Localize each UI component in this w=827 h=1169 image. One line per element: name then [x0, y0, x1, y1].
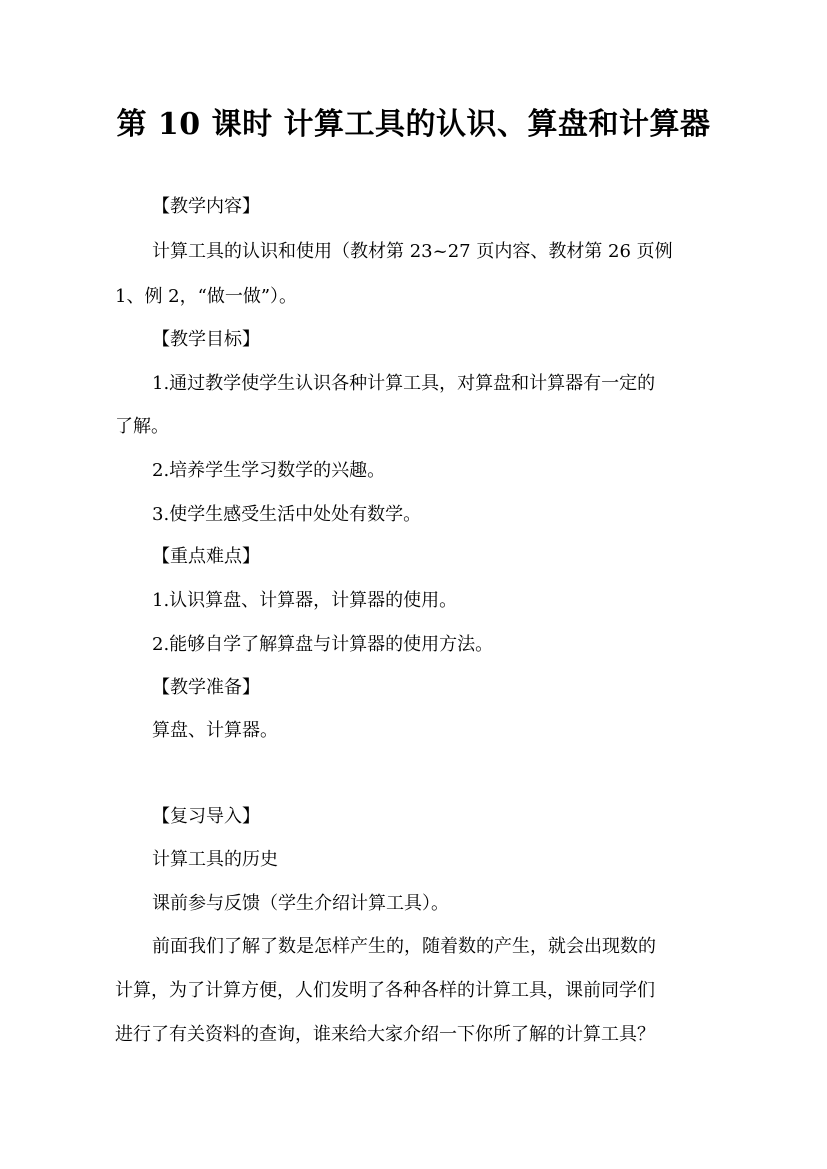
- review-line-1: 计算工具的历史: [152, 849, 278, 870]
- section-heading-review: 【复习导入】: [152, 806, 260, 827]
- goal-item-1-line-2: 了解。: [115, 416, 169, 437]
- content-line-1: 计算工具的认识和使用（教材第 23~27 页内容、教材第 26 页例: [152, 241, 673, 262]
- goal-item-2: 2.培养学生学习数学的兴趣。: [152, 460, 386, 481]
- page-title: 第 10 课时 计算工具的认识、算盘和计算器: [116, 107, 711, 142]
- key-point-item-2: 2.能够自学了解算盘与计算器的使用方法。: [152, 634, 494, 655]
- preparation-text: 算盘、计算器。: [152, 720, 278, 741]
- goal-item-1-line-1: 1.通过教学使学生认识各种计算工具，对算盘和计算器有一定的: [152, 373, 656, 394]
- section-heading-preparation: 【教学准备】: [152, 677, 260, 698]
- review-paragraph-line-2: 计算，为了计算方便，人们发明了各种各样的计算工具，课前同学们: [115, 980, 655, 1001]
- review-paragraph-line-3: 进行了有关资料的查询，谁来给大家介绍一下你所了解的计算工具？: [115, 1024, 655, 1045]
- section-heading-content: 【教学内容】: [152, 196, 260, 217]
- section-heading-goals: 【教学目标】: [152, 329, 260, 350]
- section-heading-key-points: 【重点难点】: [152, 546, 260, 567]
- review-paragraph-line-1: 前面我们了解了数是怎样产生的，随着数的产生，就会出现数的: [152, 936, 656, 957]
- goal-item-3: 3.使学生感受生活中处处有数学。: [152, 504, 422, 525]
- content-line-2: 1、例 2，“做一做”）。: [115, 286, 298, 307]
- review-line-2: 课前参与反馈（学生介绍计算工具）。: [152, 893, 449, 914]
- key-point-item-1: 1.认识算盘、计算器，计算器的使用。: [152, 590, 458, 611]
